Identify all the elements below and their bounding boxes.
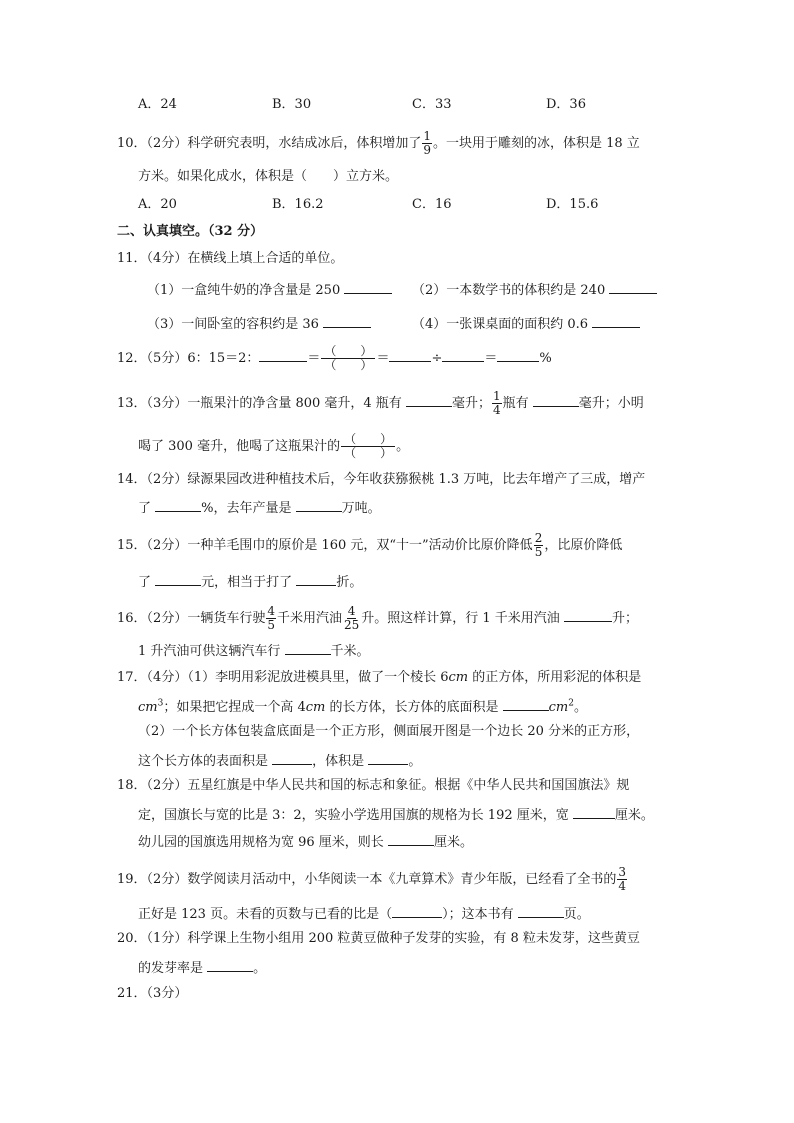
q11-item-1: （1）一盒纯牛奶的净含量是 250 — [147, 279, 392, 300]
answer-blank[interactable] — [323, 313, 371, 328]
answer-blank[interactable] — [518, 903, 564, 918]
answer-blank[interactable] — [388, 831, 434, 846]
answer-blank[interactable] — [564, 607, 612, 622]
q9-option-a: A．24 — [138, 97, 177, 112]
q10-option-a: A．20 — [138, 197, 177, 212]
answer-blank[interactable] — [155, 497, 201, 512]
q10-option-b: B．16.2 — [272, 197, 324, 212]
q15-fraction: $\frac{2}{5}$ — [534, 531, 543, 559]
answer-blank[interactable] — [533, 392, 579, 407]
answer-blank[interactable] — [497, 347, 539, 362]
q17-line4: 这个长方体的表面积是 ，体积是 。 — [138, 750, 421, 771]
q19-fraction: $\frac{3}{4}$ — [618, 865, 626, 893]
q10-line2: 方米。如果化成水，体积是（ ）立方米。 — [138, 169, 399, 184]
q17-line1: 17．（4分）（1）李明用彩泥放进模具里，做了一个棱长 6cm 的正方体，所用彩泥的体积是 — [117, 670, 642, 685]
q10-option-d: D．15.6 — [546, 197, 599, 212]
q16-line2: 1 升汽油可供这辆汽车行 千米。 — [138, 640, 370, 661]
q21-stem: 21．（3分） — [117, 986, 188, 1001]
answer-blank[interactable] — [503, 696, 549, 711]
q15-line2: 了 元，相当于打了 折。 — [138, 571, 362, 592]
answer-blank[interactable] — [344, 279, 392, 294]
answer-blank[interactable] — [207, 957, 253, 972]
q18-line1: 18．（2分）五星红旗是中华人民共和国的标志和象征。根据《中华人民共和国国旗法》规 — [117, 778, 630, 793]
answer-blank[interactable] — [609, 279, 657, 294]
q11-stem: 11．（4分）在横线上填上合适的单位。 — [117, 251, 344, 266]
q17-line3: （2）一个长方体包装盒底面是一个正方形，侧面展开图是一个边长 20 分米的正方形， — [138, 724, 640, 739]
q9-option-c: C．33 — [412, 97, 452, 112]
q10-prefix: 10．（2分）科学研究表明，水结成冰后，体积增加了 — [117, 136, 422, 151]
q10-fraction: $\frac{1}{9}$ — [423, 129, 431, 157]
q9-option-b: B．30 — [272, 97, 312, 112]
q18-line2: 定，国旗长与宽的比是 3：2，实验小学选用国旗的规格为长 192 厘米，宽 厘米。 — [138, 804, 654, 825]
answer-blank[interactable] — [392, 903, 442, 918]
q12-stem: 12．（5分）6：15＝2： ＝ $\frac{( )}{( )}$ ＝ ÷ ＝ % — [117, 344, 552, 372]
answer-blank[interactable] — [406, 392, 452, 407]
q10-stem — [117, 130, 640, 157]
answer-blank[interactable] — [296, 571, 336, 586]
answer-blank[interactable] — [368, 750, 408, 765]
answer-blank[interactable] — [442, 347, 484, 362]
q12-fraction-blank[interactable]: $\frac{( )}{( )}$ — [321, 345, 375, 372]
q10-suffix: 。一块用于雕刻的冰，体积是 18 立 — [432, 136, 640, 151]
q13-line2: 喝了 300 毫升，他喝了这瓶果汁的 $\frac{( )}{( )}$ 。 — [138, 432, 410, 460]
q11-item-4: （4）一张课桌面的面积约 0.6 — [412, 313, 640, 334]
q19-line1: 19．（2分）数学阅读月活动中，小华阅读一本《九章算术》青少年版，已经看了全书的 $\frac{3}{4}$ — [117, 865, 626, 893]
q17-line2: $cm^3$；如果把它捏成一个高 4cm 的长方体，长方体的底面积是 $cm^2$。 — [138, 696, 587, 717]
q20-line2: 的发芽率是 。 — [138, 957, 266, 978]
section-2-title: 二、认真填空。（32 分） — [117, 224, 264, 239]
answer-blank[interactable] — [573, 804, 615, 819]
answer-blank[interactable] — [592, 313, 640, 328]
q14-line2: 了 %，去年产量是 万吨。 — [138, 497, 381, 518]
q13-fraction-blank[interactable]: $\frac{( )}{( )}$ — [341, 433, 395, 460]
q19-line2: 正好是 123 页。未看的页数与已看的比是（ ）；这本书有 页。 — [138, 903, 590, 924]
q11-item-2: （2）一本数学书的体积约是 240 — [412, 279, 657, 300]
q13-stem: 13．（3分）一瓶果汁的净含量 800 毫升，4 瓶有 毫升； $\frac{1}{4}$ 瓶有 毫升；小明 — [117, 389, 644, 417]
q18-line3: 幼儿园的国旗选用规格为宽 96 厘米，则长 厘米。 — [138, 831, 473, 852]
q11-item-3: （3）一间卧室的容积约是 36 — [147, 313, 371, 334]
q20-line1: 20．（1分）科学课上生物小组用 200 粒黄豆做种子发芽的实验，有 8 粒未发芽，这些黄豆 — [117, 931, 640, 946]
q16-fraction-1: $\frac{4}{5}$ — [267, 604, 275, 632]
answer-blank[interactable] — [272, 750, 312, 765]
q10-option-c: C．16 — [412, 197, 452, 212]
q13-fraction: $\frac{1}{4}$ — [492, 389, 501, 417]
q14-line1: 14．（2分）绿源果园改进种植技术后，今年收获猕猴桃 1.3 万吨，比去年增产了三成，增产 — [117, 472, 646, 487]
answer-blank[interactable] — [296, 497, 342, 512]
answer-blank[interactable] — [155, 571, 201, 586]
q15-line1: 15．（2分）一种羊毛围巾的原价是 160 元，双“十一”活动价比原价降低 $\frac{2}{5}$ ，比原价降低 — [117, 531, 623, 559]
answer-blank[interactable] — [259, 347, 307, 362]
q16-fraction-2: $\frac{4}{25}$ — [343, 604, 360, 632]
answer-blank[interactable] — [389, 347, 431, 362]
q16-line1: 16．（2分）一辆货车行驶 $\frac{4}{5}$ 千米用汽油 $\frac{4}{25}$ 升。照这样计算，行 1 千米用汽油 升； — [117, 604, 638, 632]
answer-blank[interactable] — [285, 640, 331, 655]
q9-option-d: D．36 — [546, 97, 586, 112]
